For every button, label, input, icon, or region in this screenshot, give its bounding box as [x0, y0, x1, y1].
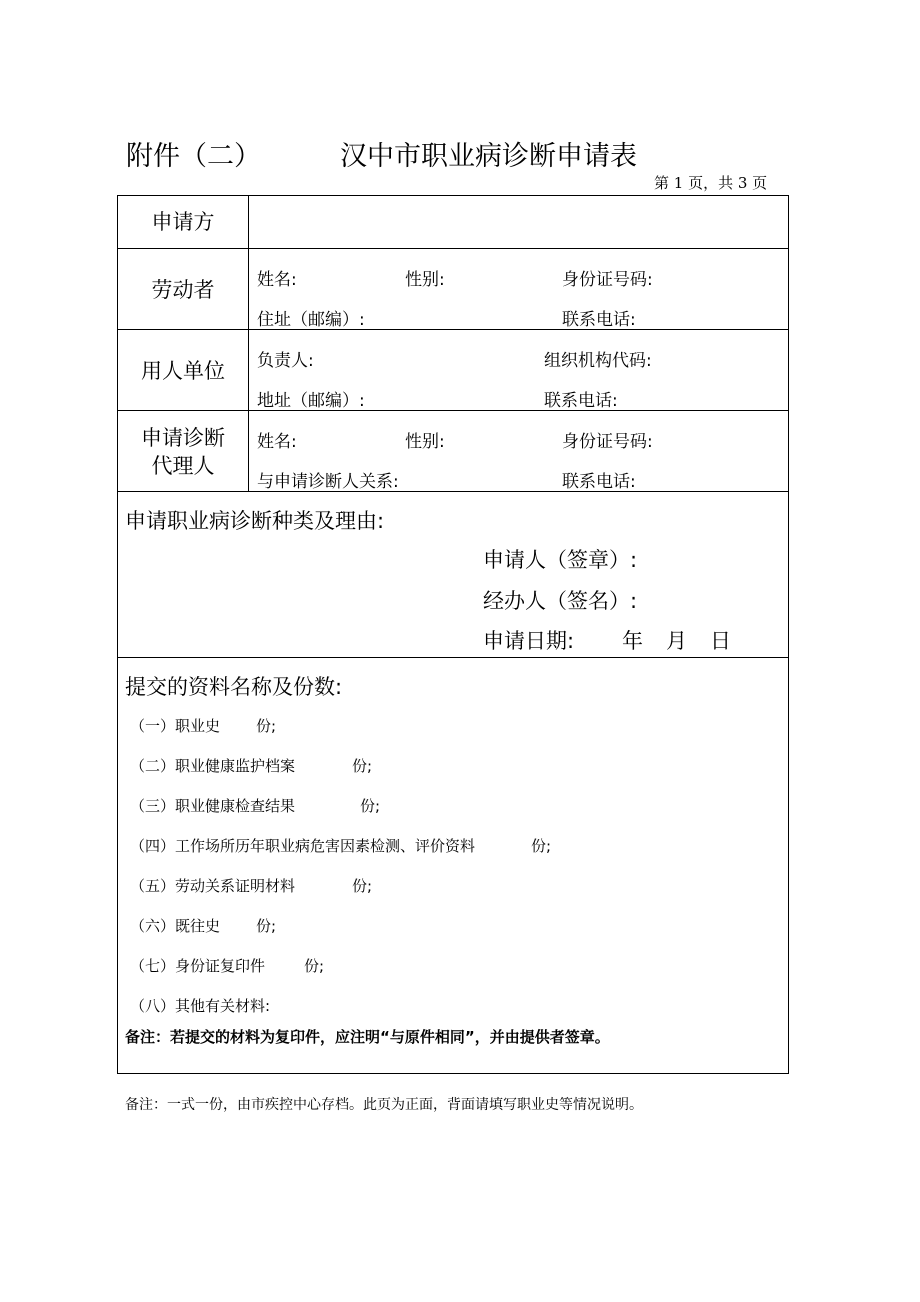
agent-id-field[interactable]: 身份证号码:	[562, 432, 653, 452]
agent-name-field[interactable]: 姓名:	[257, 432, 297, 452]
applicant-field[interactable]	[249, 196, 788, 248]
material-name: 工作场所历年职业病危害因素检测、评价资料	[175, 837, 476, 855]
handler-signature-field[interactable]: 经办人（签名）:	[483, 589, 638, 613]
material-name: 其他有关材料:	[175, 997, 271, 1015]
material-item	[130, 875, 295, 896]
material-name: 职业健康检查结果	[175, 797, 296, 815]
material-item	[130, 915, 220, 936]
materials-note: 备注：若提交的材料为复印件，应注明“与原件相同”，并由提供者签章。	[125, 1028, 610, 1046]
material-count-field[interactable]: 份;	[352, 877, 373, 895]
employer-phone-field[interactable]: 联系电话:	[544, 391, 618, 411]
material-count-field[interactable]: 份;	[256, 917, 277, 935]
material-index: （四）	[130, 837, 176, 855]
employer-label: 用人单位	[141, 359, 225, 383]
applicant-label: 申请方	[151, 210, 215, 234]
material-name: 身份证复印件	[175, 957, 266, 975]
material-name: 劳动关系证明材料	[175, 877, 296, 895]
material-index: （一）	[130, 717, 176, 735]
footer-note: 备注：一式一份，由市疾控中心存档。此页为正面，背面请填写职业史等情况说明。	[125, 1097, 643, 1113]
worker-gender-field[interactable]: 性别:	[405, 270, 445, 290]
applicant-signature-field[interactable]: 申请人（签章）:	[483, 548, 638, 572]
agent-phone-field[interactable]: 联系电话:	[562, 472, 636, 492]
materials-heading: 提交的资料名称及份数:	[125, 675, 343, 699]
agent-label-line1: 申请诊断	[141, 426, 225, 450]
material-index: （三）	[130, 797, 176, 815]
material-count-field[interactable]: 份;	[352, 757, 373, 775]
application-date-label: 申请日期:	[483, 629, 575, 653]
material-index: （八）	[130, 997, 176, 1015]
agent-gender-field[interactable]: 性别:	[405, 432, 445, 452]
worker-label: 劳动者	[151, 278, 215, 302]
attachment-label: 附件（二）	[126, 141, 261, 172]
reason-heading: 申请职业病诊断种类及理由:	[125, 509, 385, 533]
agent-label-line2: 代理人	[151, 454, 215, 478]
material-name: 职业史	[175, 717, 221, 735]
material-item	[130, 715, 220, 736]
employer-orgcode-field[interactable]: 组织机构代码:	[544, 351, 652, 371]
row-divider	[117, 491, 789, 492]
row-divider	[117, 248, 789, 249]
worker-address-field[interactable]: 住址（邮编）:	[257, 310, 365, 330]
worker-name-field[interactable]: 姓名:	[257, 270, 297, 290]
row-divider	[117, 657, 789, 658]
row-divider	[117, 329, 789, 330]
page-title: 汉中市职业病诊断申请表	[340, 141, 637, 172]
row-divider	[117, 410, 789, 411]
material-name: 既往史	[175, 917, 221, 935]
worker-phone-field[interactable]: 联系电话:	[562, 310, 636, 330]
material-index: （六）	[130, 917, 176, 935]
material-item	[130, 755, 295, 776]
material-name: 职业健康监护档案	[175, 757, 296, 775]
employer-address-field[interactable]: 地址（邮编）:	[257, 391, 365, 411]
material-count-field[interactable]: 份;	[531, 837, 552, 855]
application-form-table	[117, 195, 789, 1074]
material-count-field[interactable]: 份;	[360, 797, 381, 815]
date-year[interactable]: 年	[622, 629, 643, 653]
material-count-field[interactable]: 份;	[256, 717, 277, 735]
material-index: （五）	[130, 877, 176, 895]
material-count-field[interactable]: 份;	[304, 957, 325, 975]
material-item	[130, 835, 475, 856]
employer-person-field[interactable]: 负责人:	[257, 351, 314, 371]
agent-relation-field[interactable]: 与申请诊断人关系:	[257, 472, 399, 492]
material-index: （七）	[130, 957, 176, 975]
page-info: 第 1 页，共 3 页	[654, 174, 768, 192]
date-month[interactable]: 月	[666, 629, 687, 653]
material-item	[130, 995, 270, 1016]
material-index: （二）	[130, 757, 176, 775]
worker-id-field[interactable]: 身份证号码:	[562, 270, 653, 290]
date-day[interactable]: 日	[710, 629, 731, 653]
material-item	[130, 955, 265, 976]
material-item	[130, 795, 295, 816]
